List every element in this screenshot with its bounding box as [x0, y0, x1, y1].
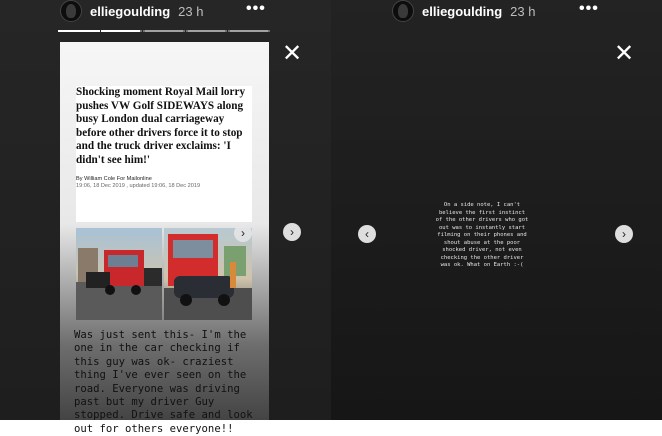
progress-segment [101, 30, 141, 32]
story-header-left [60, 0, 203, 22]
lorry-photo-1 [76, 228, 162, 320]
story-header-right [392, 0, 535, 22]
username[interactable]: elliegoulding [90, 3, 171, 19]
progress-segment [143, 30, 183, 32]
article-photos [76, 228, 252, 320]
post-time: 23 h [510, 3, 536, 19]
article-author: By William Cole For Mailonline [76, 175, 152, 182]
article-headline: Shocking moment Royal Mail lorry pushes VW Golf SIDEWAYS along busy London dual carriageway before other drivers force it to stop and the truck driver exclaims: 'I didn't see him!' [76, 86, 246, 166]
progress-segment [186, 30, 226, 32]
story-text: On a side note, I can't believe the first instinct of the other drivers who got out was to instantly start filming on their phones and shout abuse at the poor shocked driver, not even checking the other driver was ok. What on Earth :-( [435, 202, 529, 268]
article [76, 86, 252, 190]
article-dates: 19:06, 18 Dec 2019 , updated 19:06, 18 Dec 2019 [76, 182, 201, 189]
lorry-photo-2 [164, 228, 252, 320]
avatar[interactable] [392, 0, 414, 22]
story-card [60, 42, 269, 435]
progress-segment [58, 30, 98, 32]
progress-segment [228, 30, 268, 32]
photo-next-icon[interactable]: › [234, 224, 252, 242]
next-story-button[interactable]: › [615, 225, 633, 243]
avatar[interactable] [60, 0, 82, 22]
next-story-button[interactable]: › [283, 223, 301, 241]
post-time: 23 h [178, 3, 204, 19]
previous-story-button[interactable]: ‹ [358, 225, 376, 243]
article-byline [76, 176, 252, 190]
story-caption: Was just sent this- I'm the one in the car checking if this guy was ok- craziest thing I've ever seen on the road. Everyone was driving past but my driver Guy stopped. Drive safe and look out for others everyone!! [74, 329, 253, 435]
more-options-icon[interactable]: ••• [246, 0, 266, 17]
story-progress-right [58, 30, 268, 32]
close-icon[interactable]: ✕ [282, 40, 303, 67]
username[interactable]: elliegoulding [422, 3, 503, 19]
close-icon[interactable]: ✕ [614, 40, 635, 67]
more-options-icon[interactable]: ••• [579, 0, 599, 17]
